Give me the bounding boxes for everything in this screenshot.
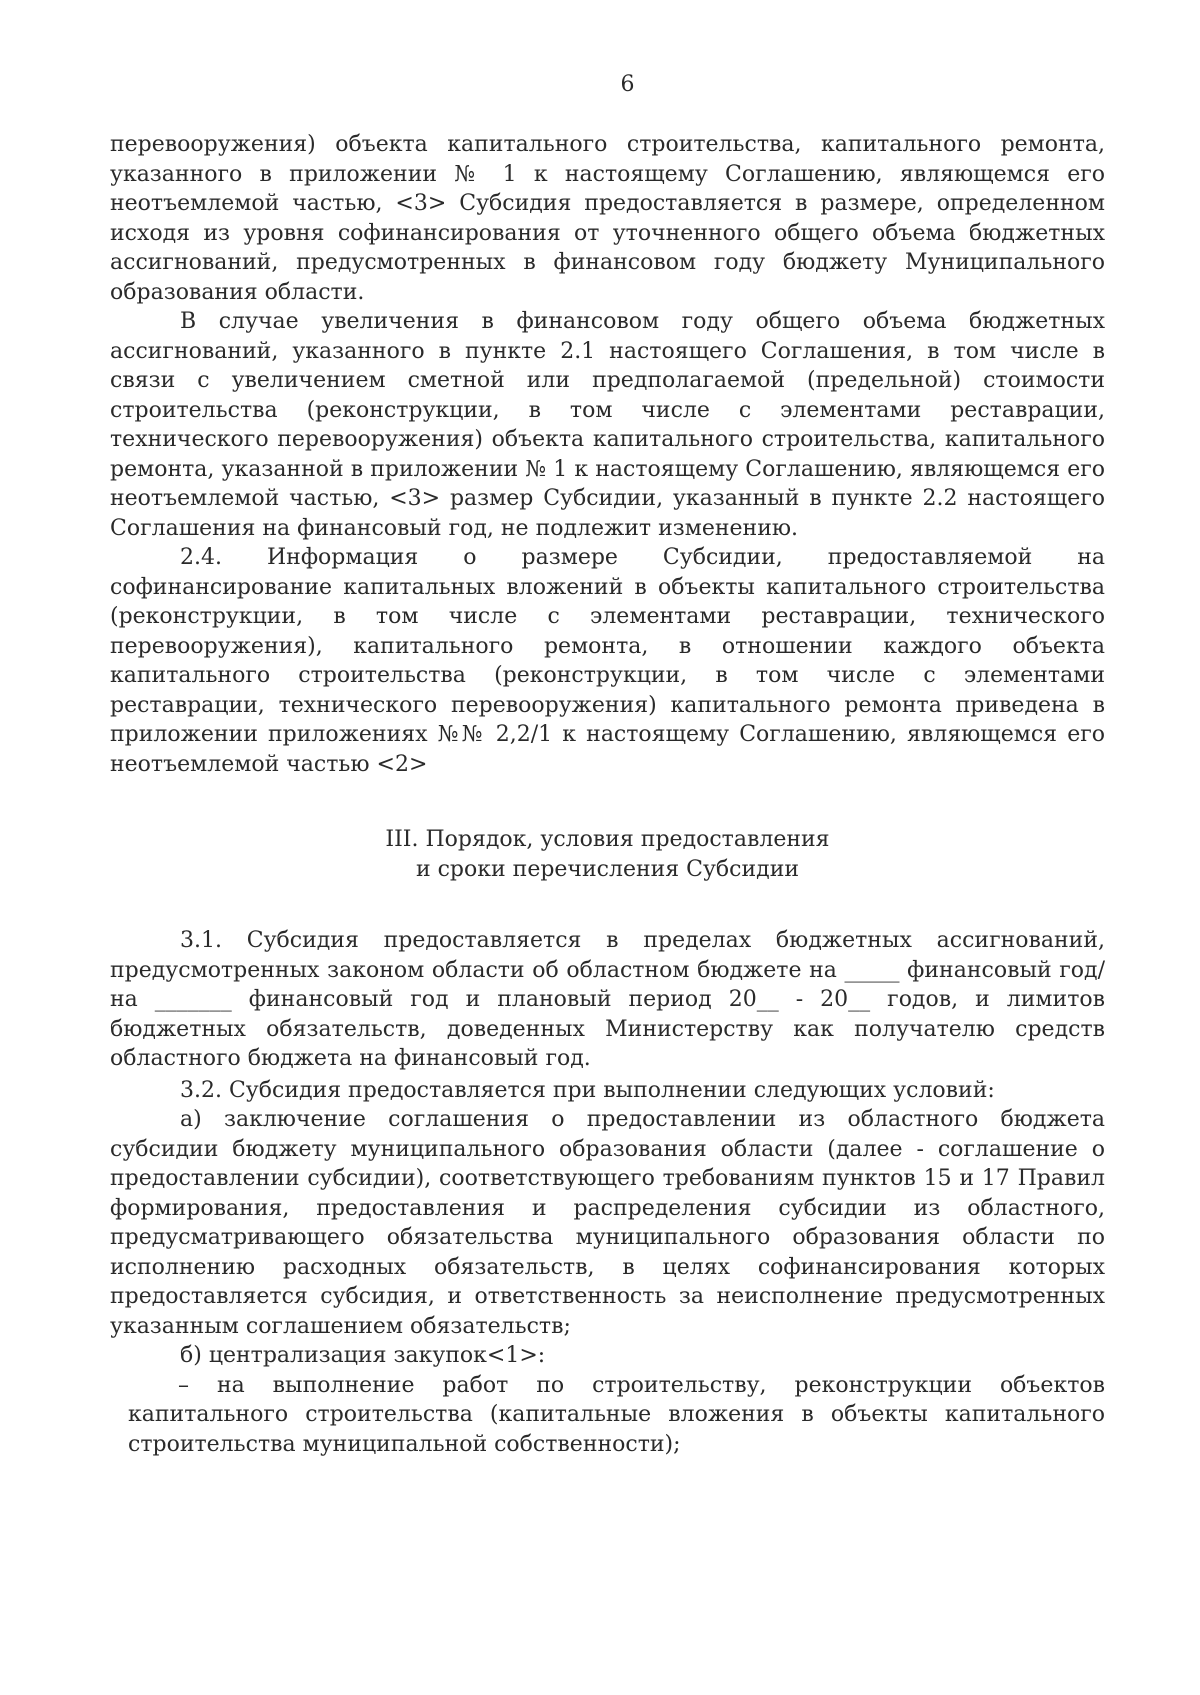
paragraph-3-2-a: а) заключение соглашения о предоставлении из областного бюджета субсидии бюджету муниципального образования области (далее - соглашение о предоставлении субсидии), соответствующего требованиям пунктов 15 и 17 Правил формирования, предоставления и распределения субсидии из областного, предусматривающего обязательства муниципального образования области по исполнению расходных обязательств, в целях софинансирования которых предоставляется субсидия, и ответственность за неисполнение предусмотренных указанным соглашением обязательств; (110, 1107, 1105, 1339)
paragraph-3-2: 3.2. Субсидия предоставляется при выполнении следующих условий: (180, 1077, 995, 1103)
paragraph-continuation: перевооружения) объекта капитального строительства, капитального ремонта, указанного в приложении № 1 к настоящему Соглашению, являющемся его неотъемлемой частью, <3> Субсидия предоставляется в размере, определенном исходя из уровня софинансирования от уточненного общего объема бюджетных ассигнований, предусмотренных в финансовом году бюджету Муниципального образования области. (110, 132, 1105, 305)
paragraph-3-1: 3.1. Субсидия предоставляется в пределах бюджетных ассигнований, предусмотренных законом области об областном бюджете на _____ финансовый год/на _______ финансовый год и плановый период 20__ - 20__ годов, и лимитов бюджетных обязательств, доведенных Министерству как получателю средств областного бюджета на финансовый год. (110, 928, 1105, 1071)
paragraph-3-2-b: б) централизация закупок<1>: (180, 1343, 546, 1368)
paragraph-dash-item: – на выполнение работ по строительству, реконструкции объектов капитального строительства (капитальные вложения в объекты капитального строительства муниципальной собственности); (128, 1372, 1105, 1457)
document-body (110, 130, 1105, 1459)
section-heading-line2: и сроки перечисления Субсидии (415, 856, 800, 882)
paragraph-2-4: 2.4. Информация о размере Субсидии, предоставляемой на софинансирование капитальных вложений в объекты капитального строительства (реконструкции, в том числе с элементами реставрации, технического перевооружения), капитального ремонта, в отношении каждого объекта капитального строительства (реконструкции, в том числе с элементами реставрации, технического перевооружения) капитального ремонта приведена в приложении приложениях №№ 2,2/1 к настоящему Соглашению, являющемся его неотъемлемой частью <2> (110, 545, 1105, 777)
page-number: 6 (620, 72, 635, 97)
section-heading-line1: III. Порядок, условия предоставления (385, 827, 830, 852)
paragraph-increase-case: В случае увеличения в финансовом году общего объема бюджетных ассигнований, указанного в пункте 2.1 настоящего Соглашения, в том числе в связи с увеличением сметной или предполагаемой (предельной) стоимости строительства (реконструкции, в том числе с элементами реставрации, технического перевооружения) объекта капитального строительства, капитального ремонта, указанной в приложении № 1 к настоящему Соглашению, являющемся его неотъемлемой частью, <3> размер Субсидии, указанный в пункте 2.2 настоящего Соглашения на финансовый год, не подлежит изменению. (110, 309, 1105, 541)
section-heading (110, 825, 1105, 884)
